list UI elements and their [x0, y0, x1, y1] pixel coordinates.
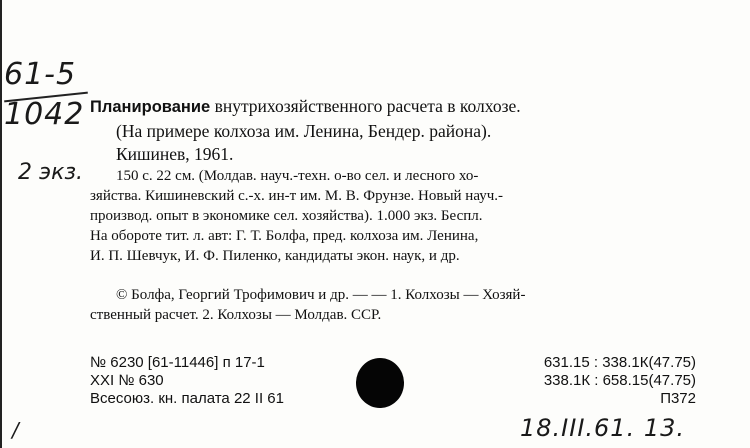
- description-line: На обороте тит. л. авт: Г. Т. Болфа, пред. колхоза им. Ленина,: [90, 228, 479, 244]
- subjects-line: ственный расчет. 2. Колхозы — Молдав. ССР.: [90, 307, 382, 323]
- description-line: производ. опыт в экономике сел. хозяйства). 1.000 экз. Беспл.: [90, 208, 483, 224]
- subjects-line: [116, 287, 525, 304]
- footer-right-line: 338.1К : 658.15(47.75): [543, 372, 696, 389]
- tracing-symbol: ©: [116, 287, 128, 303]
- footer-right-line: П372: [660, 390, 696, 407]
- title-bold: Планирование: [90, 98, 211, 116]
- title-rest: внутрихозяйственного расчета в колхозе.: [210, 96, 521, 116]
- footer-left-line: № 6230 [61-11446] п 17-1: [90, 354, 265, 371]
- subjects-line-text: Болфа, Георгий Трофимович и др. — — 1. Колхозы — Хозяй-: [131, 287, 526, 303]
- entry-imprint: Кишинев, 1961.: [116, 144, 234, 164]
- corner-mark: /: [12, 418, 19, 442]
- footer-left-line: XXI № 630: [90, 372, 164, 389]
- description-line: И. П. Шевчук, И. Ф. Пиленко, кандидаты экон. наук, и др.: [90, 248, 460, 264]
- description-line: зяйства. Кишиневский с.-х. ин-т им. М. В. Фрунзе. Новый науч.-: [90, 188, 504, 204]
- entry-subtitle: (На примере колхоза им. Ленина, Бендер. района).: [116, 121, 492, 141]
- card-edge: [0, 0, 2, 448]
- shelf-mark-top: 61-5: [4, 57, 77, 92]
- entry-title: [90, 96, 521, 117]
- footer-left-line: Всесоюз. кн. палата 22 II 61: [90, 390, 284, 407]
- shelf-mark: [4, 57, 88, 132]
- shelf-mark-bottom: 1042: [4, 97, 85, 132]
- footer-right-line: 631.15 : 338.1К(47.75): [543, 354, 696, 371]
- handwritten-date: 18.III.61. 13.: [520, 414, 685, 442]
- copies-note: 2 экз.: [18, 160, 84, 185]
- description-line: 150 с. 22 см. (Молдав. науч.-техн. о-во сел. и лесного хо-: [116, 168, 479, 184]
- punch-hole: [356, 358, 404, 408]
